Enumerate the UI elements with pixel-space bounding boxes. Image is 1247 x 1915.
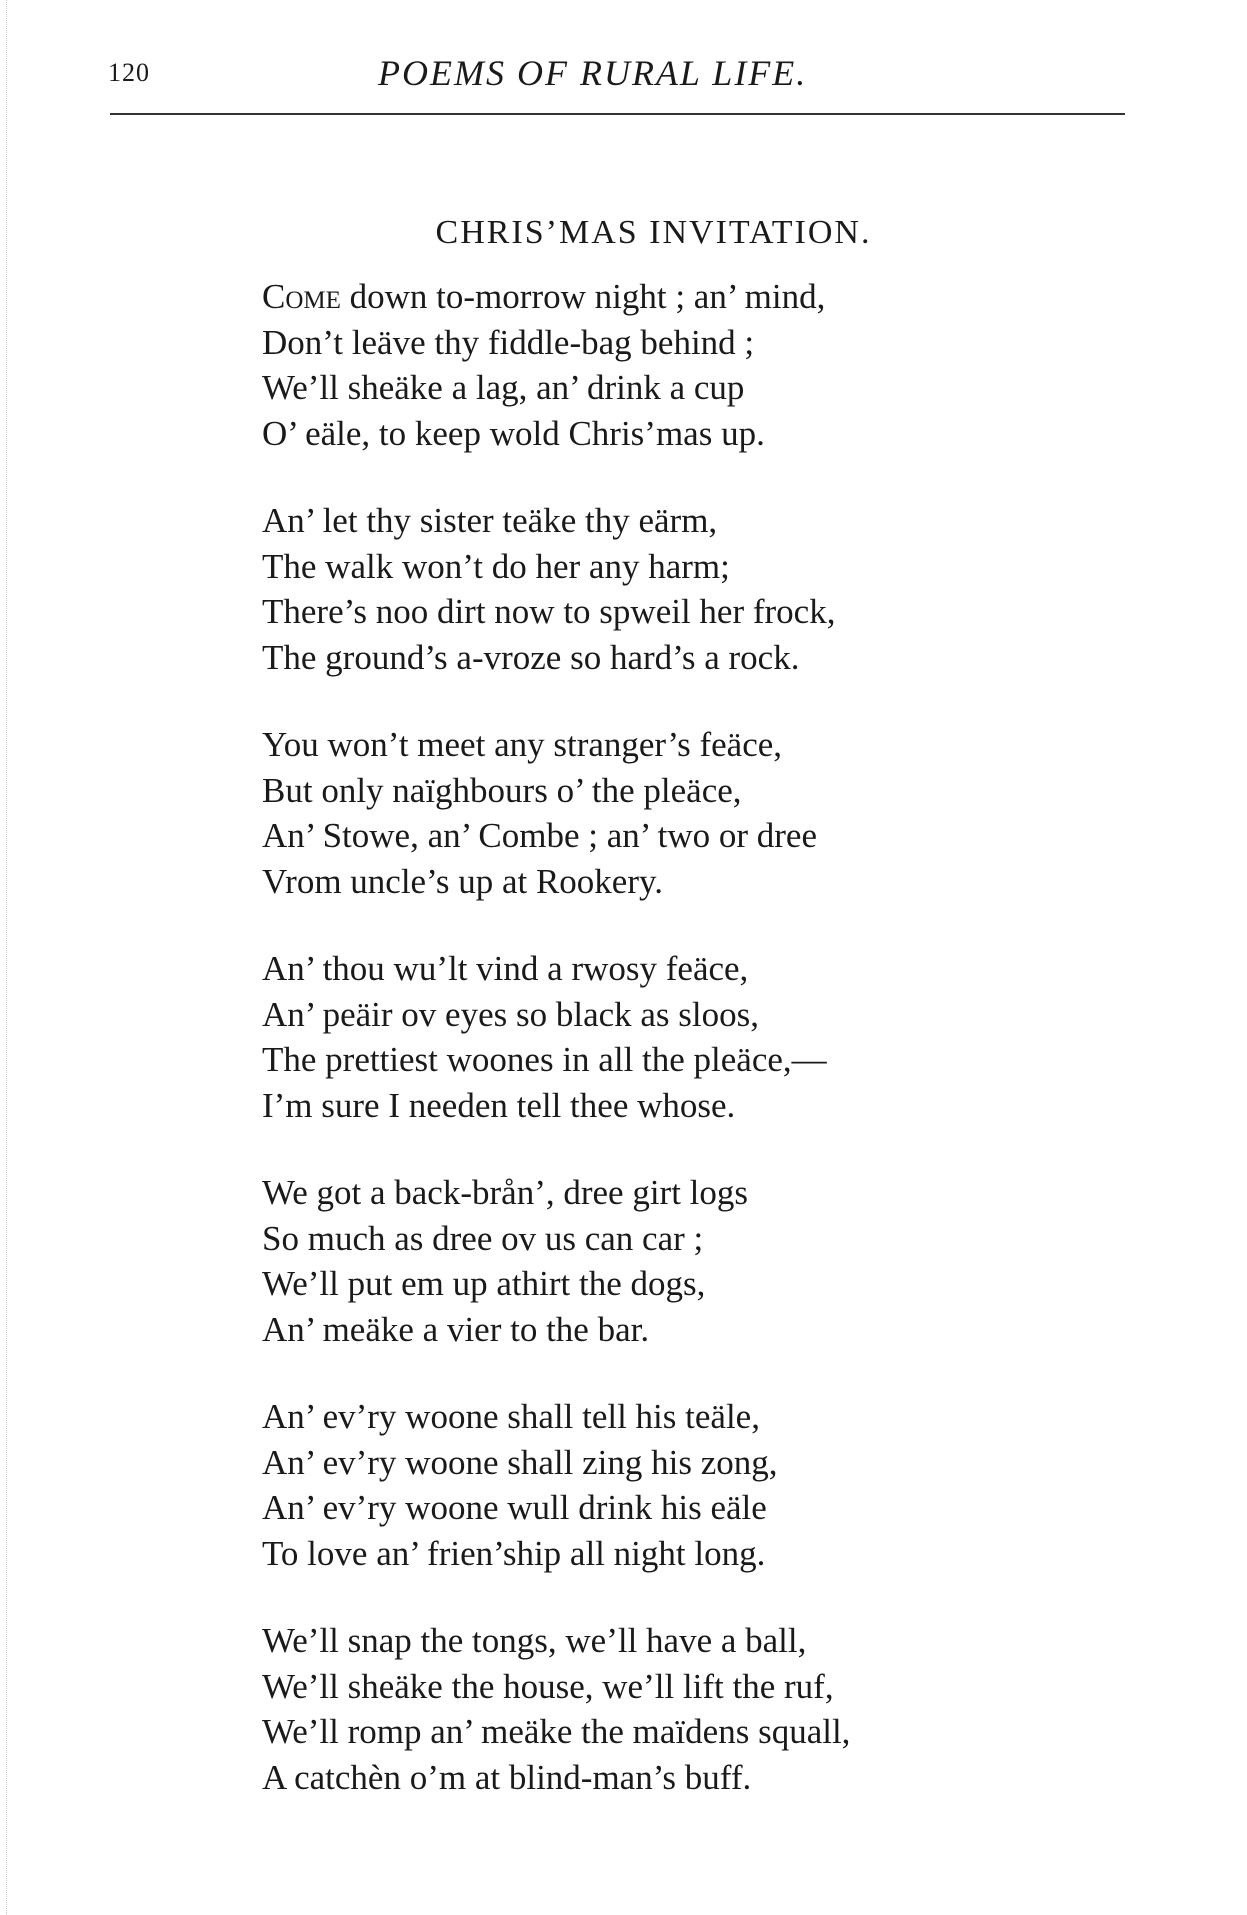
first-line-rest: down to-morrow night ; an’ mind,: [340, 277, 826, 316]
stanza-6: [262, 1394, 1162, 1576]
poem-line: An’ meäke a vier to the bar.: [262, 1309, 650, 1349]
poem-line: We’ll put em up athirt the dogs,: [262, 1264, 706, 1303]
poem-line: So much as dree ov us can car ;: [262, 1218, 704, 1258]
page-header: [108, 52, 1128, 108]
poem-body: [262, 274, 1162, 1842]
poem-line: We’ll sheäke a lag, an’ drink a cup: [262, 368, 745, 407]
first-word: Come: [262, 277, 341, 316]
poem-line: An’ ev’ry woone shall zing his zong,: [262, 1442, 778, 1482]
header-rule: [110, 113, 1125, 115]
poem-line: An’ peäir ov eyes so black as sloos,: [262, 994, 760, 1034]
poem-line: We got a back-brån’, dree girt logs: [262, 1173, 749, 1212]
poem-line: I’m sure I needen tell thee whose.: [262, 1085, 736, 1125]
stanza-2: [262, 498, 1162, 680]
poem-line: An’ ev’ry woone shall tell his teäle,: [262, 1397, 760, 1436]
poem-line: The walk won’t do her any harm;: [262, 546, 730, 586]
poem-line: An’ let thy sister teäke thy eärm,: [262, 501, 718, 540]
poem-line: An’ Stowe, an’ Combe ; an’ two or dree: [262, 816, 817, 855]
poem-line: [262, 274, 1162, 320]
stanza-3: [262, 722, 1162, 904]
poem-line: Vrom uncle’s up at Rookery.: [262, 861, 663, 901]
poem-line: But only naïghbours o’ the pleäce,: [262, 770, 742, 810]
poem-line: You won’t meet any stranger’s feäce,: [262, 725, 783, 764]
poem-line: An’ thou wu’lt vind a rwosy feäce,: [262, 949, 749, 988]
poem-line: An’ ev’ry woone wull drink his eäle: [262, 1488, 767, 1527]
poem-line: We’ll snap the tongs, we’ll have a ball,: [262, 1621, 807, 1660]
poem-line: There’s noo dirt now to spweil her frock,: [262, 592, 836, 631]
stanza-7: [262, 1618, 1162, 1800]
page-edge: [6, 0, 7, 1915]
stanza-4: [262, 946, 1162, 1128]
poem-line: To love an’ frien’ship all night long.: [262, 1533, 766, 1573]
page-number: 120: [108, 58, 150, 87]
poem-title: CHRIS’MAS INVITATION.: [435, 214, 872, 251]
poem-line: The prettiest woones in all the pleäce,—: [262, 1040, 827, 1079]
running-title: POEMS OF RURAL LIFE.: [378, 53, 808, 93]
poem-line: We’ll sheäke the house, we’ll lift the ruf,: [262, 1666, 834, 1706]
poem-line: Don’t leäve thy fiddle-bag behind ;: [262, 322, 755, 362]
poem-line: O’ eäle, to keep wold Chris’mas up.: [262, 413, 765, 453]
poem-line: A catchèn o’m at blind-man’s buff.: [262, 1757, 752, 1797]
poem-line: We’ll romp an’ meäke the maïdens squall,: [262, 1712, 851, 1751]
stanza-5: [262, 1170, 1162, 1352]
poem-line: The ground’s a-vroze so hard’s a rock.: [262, 637, 800, 677]
stanza-1: [262, 274, 1162, 456]
